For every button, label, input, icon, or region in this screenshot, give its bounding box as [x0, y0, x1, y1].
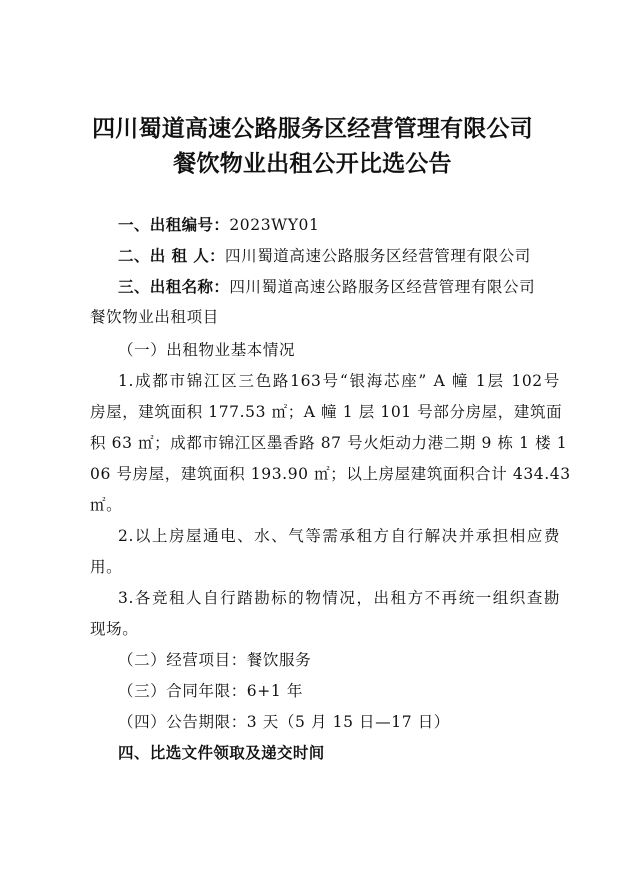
- subsection-1-heading: （一）出租物业基本情况: [118, 341, 296, 359]
- section-1-rental-number: [118, 214, 588, 236]
- section-1-value: 2023WY01: [229, 216, 320, 234]
- paragraph-2-line1: 2.以上房屋通电、水、气等需承租方自行解决并承担相应费: [118, 527, 560, 545]
- paragraph-3-line2: 现场。: [90, 620, 139, 638]
- paragraph-1-line2: 房屋，建筑面积 177.53 ㎡；A 幢 1 层 101 号部分房屋，建筑面: [90, 403, 563, 421]
- paragraph-1-line5: ㎡。: [90, 496, 123, 514]
- document-title-line1: 四川蜀道高速公路服务区经营管理有限公司: [92, 116, 533, 142]
- section-2-lessor: [118, 245, 588, 267]
- paragraph-1-line1: 1.成都市锦江区三色路163号“银海芯座” A 幢 1层 102号: [118, 372, 560, 390]
- paragraph-2-line2: 用。: [90, 558, 123, 576]
- section-3-rental-name: [118, 276, 588, 298]
- subsection-3-contract-term: （三）合同年限：6+1 年: [118, 682, 303, 700]
- subsection-4-notice-period: （四）公告期限：3 天（5 月 15 日—17 日）: [118, 713, 450, 731]
- section-2-value: 四川蜀道高速公路服务区经营管理有限公司: [225, 247, 531, 265]
- section-1-label: 一、出租编号：: [118, 216, 230, 234]
- section-2-label: 二、出 租 人：: [118, 247, 225, 265]
- paragraph-1-line3: 积 63 ㎡；成都市锦江区墨香路 87 号火炬动力港二期 9 栋 1 楼 1: [90, 434, 568, 452]
- section-4-heading: 四、比选文件领取及递交时间: [118, 744, 325, 762]
- section-3-value-line1: 四川蜀道高速公路服务区经营管理有限公司: [229, 278, 536, 296]
- section-3-value-line2: 餐饮物业出租项目: [90, 308, 219, 326]
- document-title-line2: 餐饮物业出租公开比选公告: [173, 151, 452, 177]
- subsection-2-business-scope: （二）经营项目：餐饮服务: [118, 651, 312, 669]
- paragraph-3-line1: 3.各竞租人自行踏勘标的物情况，出租方不再统一组织查勘: [118, 589, 560, 607]
- section-3-label: 三、出租名称：: [118, 278, 230, 296]
- paragraph-1-line4: 06 号房屋，建筑面积 193.90 ㎡；以上房屋建筑面积合计 434.43: [90, 465, 571, 483]
